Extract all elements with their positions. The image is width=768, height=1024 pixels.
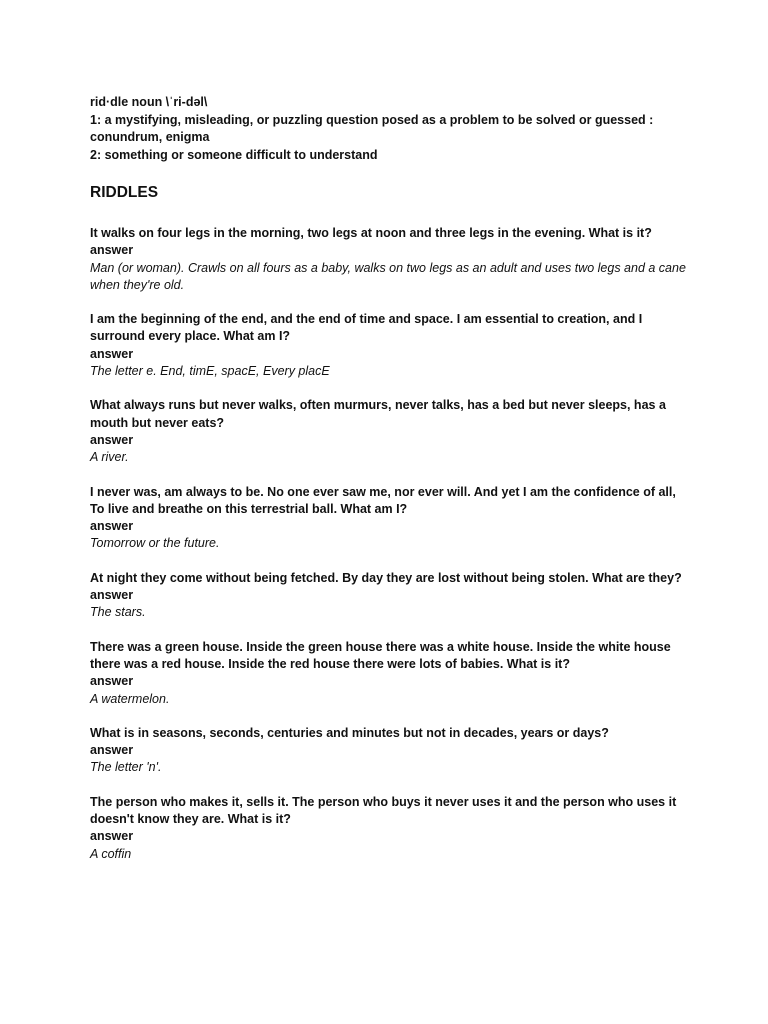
riddle-answer: A coffin [90, 846, 132, 861]
riddle-answer: Tomorrow or the future. [90, 536, 220, 551]
dictionary-definition [90, 94, 690, 164]
answer-label: answer [90, 829, 134, 844]
riddle-item [90, 484, 690, 553]
riddle-answer: The stars. [90, 605, 146, 620]
riddle-question: There was a green house. Inside the green house there was a white house. Inside the white house there was a red house. Inside the red house there were lots of babies. What is it? [90, 639, 671, 671]
riddle-answer: A watermelon. [90, 691, 170, 706]
riddle-item [90, 639, 690, 708]
answer-label: answer [90, 243, 134, 258]
answer-label: answer [90, 743, 134, 758]
riddle-answer: Man (or woman). Crawls on all fours as a baby, walks on two legs as an adult and uses two legs and a cane when they're old. [90, 260, 686, 292]
riddle-question: The person who makes it, sells it. The person who buys it never uses it and the person who uses it doesn't know they are. What is it? [90, 794, 677, 827]
riddle-answer: The letter e. End, timE, spacE, Every placE [90, 364, 330, 379]
riddle-item [90, 725, 690, 777]
riddle-question: I am the beginning of the end, and the end of time and space. I am essential to creation, and I surround every place. What am I? [90, 312, 643, 344]
definition-sense-1: 1: a mystifying, misleading, or puzzling question posed as a problem to be solved or guessed : conundrum, enigma [90, 112, 654, 144]
riddle-item [90, 311, 690, 380]
riddle-item [90, 397, 690, 466]
answer-label: answer [90, 674, 134, 689]
riddle-question: I never was, am always to be. No one ever saw me, nor ever will. And yet I am the confidence of all, To live and breathe on this terrestrial ball. What am I? [90, 484, 676, 516]
riddle-question: What always runs but never walks, often murmurs, never talks, has a bed but never sleeps, has a mouth but never eats? [90, 398, 666, 430]
definition-headword: rid·dle noun \ˈri-dəl\ [90, 95, 208, 109]
document-page [90, 94, 690, 863]
answer-label: answer [90, 519, 134, 534]
riddle-question: It walks on four legs in the morning, two legs at noon and three legs in the evening. What is it? [90, 226, 652, 240]
definition-sense-2: 2: something or someone difficult to understand [90, 147, 378, 162]
riddle-question: What is in seasons, seconds, centuries and minutes but not in decades, years or days? [90, 725, 609, 740]
answer-label: answer [90, 346, 134, 361]
answer-label: answer [90, 432, 134, 447]
riddle-answer: A river. [90, 450, 129, 465]
riddle-question: At night they come without being fetched. By day they are lost without being stolen. What are they? [90, 570, 682, 585]
section-title: RIDDLES [90, 184, 159, 201]
answer-label: answer [90, 588, 134, 603]
riddle-item [90, 225, 690, 294]
riddle-answer: The letter 'n'. [90, 760, 162, 775]
riddle-item [90, 794, 690, 863]
riddle-item [90, 570, 690, 622]
